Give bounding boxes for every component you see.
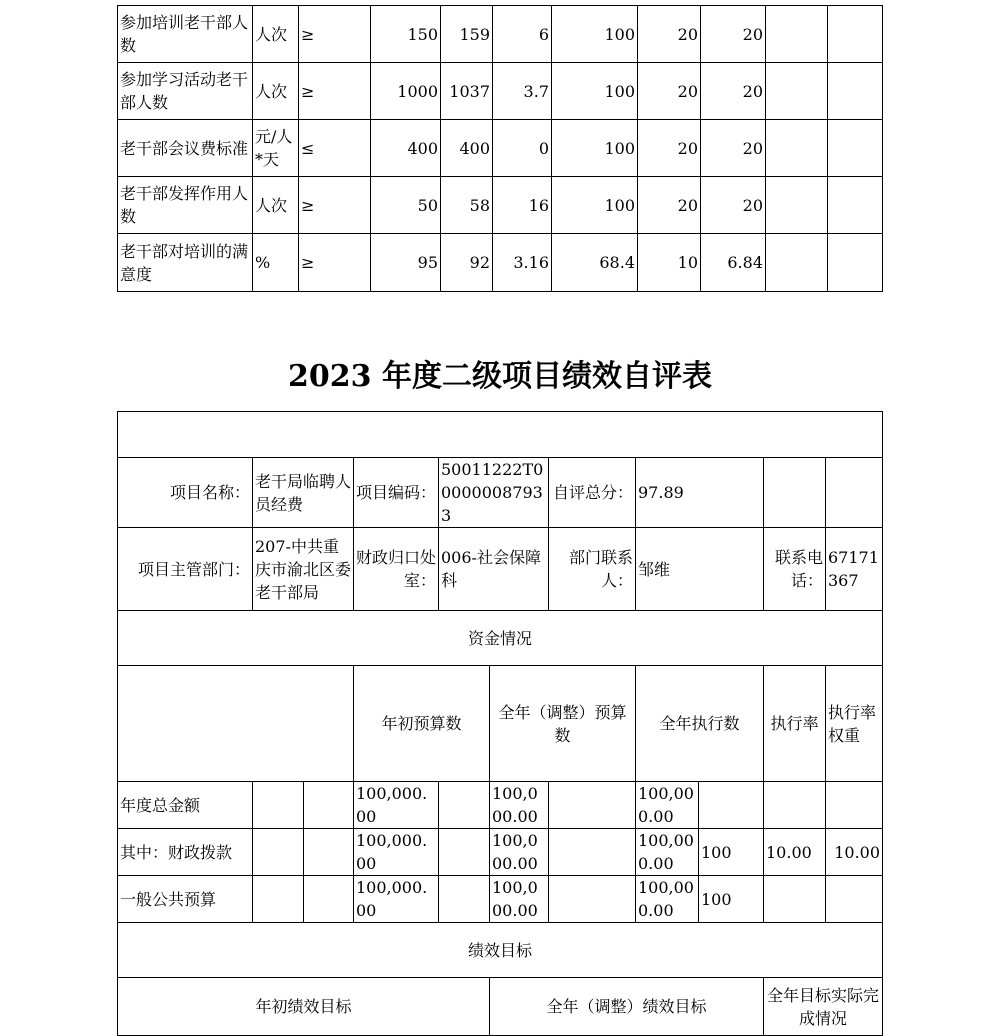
completion-value: 100 xyxy=(552,63,638,120)
fund-label: 其中：财政拨款 xyxy=(118,829,253,876)
unit: 元/人*天 xyxy=(253,120,299,177)
indicator-name: 老干部对培训的满意度 xyxy=(118,234,253,292)
indicator-table xyxy=(117,5,883,292)
indicator-row xyxy=(118,63,883,120)
indicator-name: 老干部发挥作用人数 xyxy=(118,177,253,234)
indicator-row xyxy=(118,177,883,234)
empty-cell xyxy=(828,63,883,120)
finance-office: 006-社会保障科 xyxy=(439,528,549,611)
deviation-value: 6 xyxy=(493,6,552,63)
operator: ≥ xyxy=(299,6,371,63)
empty-cell xyxy=(766,177,828,234)
actual-value: 400 xyxy=(441,120,493,177)
fund-adjusted: 100,000.00 xyxy=(490,876,549,923)
actual-completion-header: 全年目标实际完成情况 xyxy=(764,978,883,1036)
fund-adjusted: 100,000.00 xyxy=(490,782,549,829)
indicator-name: 参加学习活动老干部人数 xyxy=(118,63,253,120)
header-rate-weight: 执行率权重 xyxy=(826,666,883,782)
evaluation-table xyxy=(117,411,883,1036)
empty-cell xyxy=(766,234,828,292)
completion-value: 68.4 xyxy=(552,234,638,292)
phone: 67171367 xyxy=(826,528,883,611)
weight-value: 20 xyxy=(638,120,701,177)
weight-value: 20 xyxy=(638,63,701,120)
contact-label: 部门联系人： xyxy=(549,528,636,611)
empty-cell xyxy=(766,63,828,120)
fund-rate: 100 xyxy=(699,829,764,876)
empty-cell xyxy=(766,6,828,63)
adjusted-goal-header: 全年（调整）绩效目标 xyxy=(490,978,764,1036)
actual-value: 1037 xyxy=(441,63,493,120)
fund-initial: 100,000.00 xyxy=(354,782,439,829)
dept: 207-中共重庆市渝北区委老干部局 xyxy=(253,528,354,611)
operator: ≥ xyxy=(299,177,371,234)
unit: % xyxy=(253,234,299,292)
fund-label: 一般公共预算 xyxy=(118,876,253,923)
empty-cell xyxy=(828,120,883,177)
performance-header-row xyxy=(118,978,883,1036)
fund-executed: 100,000.00 xyxy=(636,829,699,876)
funds-row xyxy=(118,782,883,829)
unit: 人次 xyxy=(253,177,299,234)
operator: ≤ xyxy=(299,120,371,177)
weight-value: 20 xyxy=(638,177,701,234)
completion-value: 100 xyxy=(552,177,638,234)
score-value: 20 xyxy=(701,177,766,234)
indicator-row xyxy=(118,234,883,292)
fund-rate-score xyxy=(826,782,883,829)
header-initial: 年初预算数 xyxy=(354,666,490,782)
completion-value: 100 xyxy=(552,6,638,63)
fund-rate-weight: 10.00 xyxy=(764,829,826,876)
unit: 人次 xyxy=(253,6,299,63)
actual-value: 159 xyxy=(441,6,493,63)
empty-cell xyxy=(766,120,828,177)
project-name-label: 项目名称： xyxy=(118,458,253,528)
initial-goal-header: 年初绩效目标 xyxy=(118,978,490,1036)
funds-section-title: 资金情况 xyxy=(118,611,883,666)
fund-label: 年度总金额 xyxy=(118,782,253,829)
deviation-value: 0 xyxy=(493,120,552,177)
fund-rate xyxy=(699,782,764,829)
target-value: 50 xyxy=(371,177,441,234)
indicator-row xyxy=(118,6,883,63)
indicator-name: 参加培训老干部人数 xyxy=(118,6,253,63)
fund-rate-score xyxy=(826,876,883,923)
header-executed: 全年执行数 xyxy=(636,666,764,782)
weight-value: 20 xyxy=(638,6,701,63)
score-value: 20 xyxy=(701,6,766,63)
indicator-name: 老干部会议费标准 xyxy=(118,120,253,177)
header-adjusted: 全年（调整）预算数 xyxy=(490,666,636,782)
phone-label: 联系电话： xyxy=(764,528,826,611)
dept-label: 项目主管部门： xyxy=(118,528,253,611)
target-value: 1000 xyxy=(371,63,441,120)
operator: ≥ xyxy=(299,63,371,120)
unit: 人次 xyxy=(253,63,299,120)
score-value: 20 xyxy=(701,120,766,177)
self-score: 97.89 xyxy=(636,458,764,528)
fund-executed: 100,000.00 xyxy=(636,876,699,923)
header-rate: 执行率 xyxy=(764,666,826,782)
actual-value: 92 xyxy=(441,234,493,292)
performance-section-title: 绩效目标 xyxy=(118,923,883,978)
blank-row xyxy=(118,412,883,458)
project-code-label: 项目编码： xyxy=(354,458,439,528)
funds-row xyxy=(118,876,883,923)
fund-rate-score: 10.00 xyxy=(826,829,883,876)
deviation-value: 16 xyxy=(493,177,552,234)
weight-value: 10 xyxy=(638,234,701,292)
target-value: 400 xyxy=(371,120,441,177)
completion-value: 100 xyxy=(552,120,638,177)
score-value: 20 xyxy=(701,63,766,120)
deviation-value: 3.7 xyxy=(493,63,552,120)
fund-initial: 100,000.00 xyxy=(354,829,439,876)
fund-executed: 100,000.00 xyxy=(636,782,699,829)
finance-office-label: 财政归口处室： xyxy=(354,528,439,611)
fund-rate-weight xyxy=(764,782,826,829)
empty-cell xyxy=(828,6,883,63)
deviation-value: 3.16 xyxy=(493,234,552,292)
funds-section-row xyxy=(118,611,883,666)
project-name: 老干局临聘人员经费 xyxy=(253,458,354,528)
score-value: 6.84 xyxy=(701,234,766,292)
indicator-row xyxy=(118,120,883,177)
empty-cell xyxy=(828,234,883,292)
fund-adjusted: 100,000.00 xyxy=(490,829,549,876)
project-info-row xyxy=(118,458,883,528)
fund-initial: 100,000.00 xyxy=(354,876,439,923)
page-title: 2023 年度二级项目绩效自评表 xyxy=(288,359,712,394)
operator: ≥ xyxy=(299,234,371,292)
fund-rate-weight xyxy=(764,876,826,923)
target-value: 150 xyxy=(371,6,441,63)
funds-header-row xyxy=(118,666,883,782)
department-row xyxy=(118,528,883,611)
project-code: 50011222T000000087933 xyxy=(439,458,549,528)
performance-section-row xyxy=(118,923,883,978)
contact: 邹维 xyxy=(636,528,764,611)
self-score-label: 自评总分： xyxy=(549,458,636,528)
empty-cell xyxy=(828,177,883,234)
target-value: 95 xyxy=(371,234,441,292)
funds-row xyxy=(118,829,883,876)
fund-rate: 100 xyxy=(699,876,764,923)
actual-value: 58 xyxy=(441,177,493,234)
